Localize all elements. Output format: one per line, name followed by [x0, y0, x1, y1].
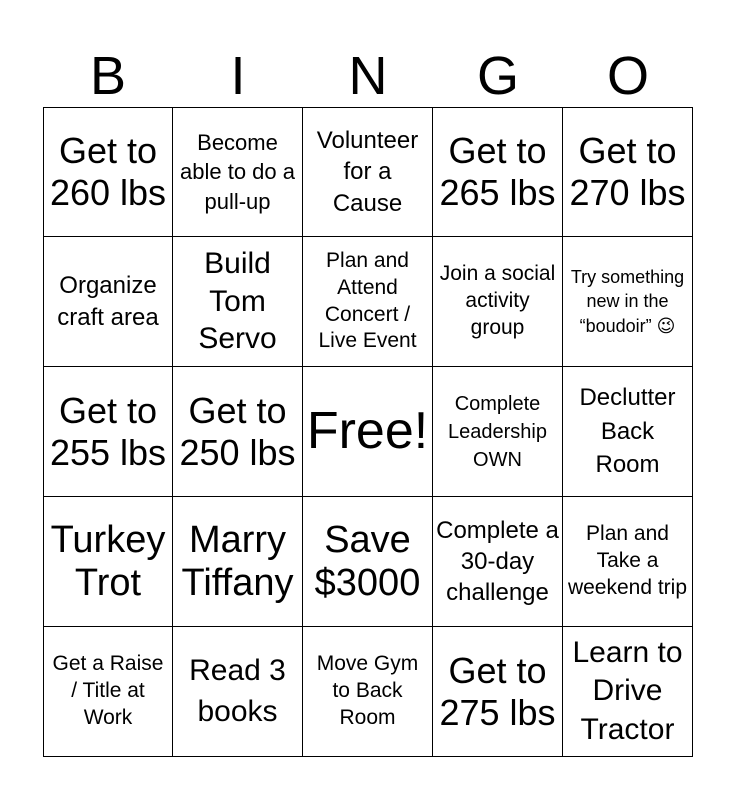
- bingo-cell[interactable]: [433, 497, 563, 627]
- bingo-cell[interactable]: [43, 237, 173, 367]
- bingo-cell[interactable]: [173, 497, 303, 627]
- bingo-board: [43, 107, 693, 757]
- cell-label: Get to 275 lbs: [439, 649, 556, 733]
- bingo-cell[interactable]: [563, 107, 693, 237]
- cell-label: Move Gym to Back Room: [316, 652, 419, 729]
- cell-label: Join a social activity group: [439, 262, 556, 339]
- cell-label: Plan and Take a weekend trip: [567, 522, 688, 599]
- cell-label: Get to 250 lbs: [179, 389, 296, 473]
- bingo-header: [43, 44, 693, 108]
- cell-label: Read 3 books: [189, 654, 286, 728]
- cell-label: Learn to Drive Tractor: [572, 635, 683, 746]
- bingo-cell[interactable]: [433, 237, 563, 367]
- bingo-cell[interactable]: [43, 497, 173, 627]
- cell-label: Turkey Trot: [50, 518, 166, 604]
- cell-label: Get to 265 lbs: [439, 130, 556, 213]
- cell-label: Organize craft area: [57, 272, 159, 331]
- cell-label: Get to 260 lbs: [49, 130, 167, 213]
- bingo-cell[interactable]: [563, 367, 693, 497]
- bingo-cell[interactable]: [43, 627, 173, 757]
- bingo-cell[interactable]: [303, 497, 433, 627]
- bingo-cell[interactable]: [303, 107, 433, 237]
- cell-label: Try something new in the “boudoir” 😉: [570, 266, 685, 336]
- free-space[interactable]: [303, 367, 433, 497]
- header-letter-b: B: [89, 46, 127, 106]
- cell-label: Build Tom Servo: [198, 247, 277, 356]
- bingo-cell[interactable]: [563, 497, 693, 627]
- cell-label: Become able to do a pull-up: [180, 130, 295, 214]
- header-letter-g: G: [476, 46, 519, 106]
- bingo-cell[interactable]: [563, 237, 693, 367]
- cell-label: Get to 270 lbs: [569, 130, 686, 213]
- free-space-label: Free!: [306, 402, 429, 461]
- header-letter-n: N: [348, 46, 388, 106]
- cell-label: Volunteer for a Cause: [316, 127, 419, 217]
- header-letter-i: I: [230, 46, 246, 106]
- bingo-cell[interactable]: [43, 367, 173, 497]
- bingo-cell[interactable]: [563, 627, 693, 757]
- cell-label: Declutter Back Room: [579, 384, 676, 479]
- cell-label: Get to 255 lbs: [49, 389, 167, 473]
- cell-label: Complete Leadership OWN: [448, 392, 547, 471]
- cell-label: Plan and Attend Concert / Live Event: [318, 248, 417, 353]
- cell-label: Save $3000: [314, 518, 421, 604]
- bingo-cell[interactable]: [303, 237, 433, 367]
- bingo-cell[interactable]: [173, 367, 303, 497]
- cell-label: Get a Raise / Title at Work: [52, 652, 164, 729]
- cell-label: Complete a 30-day challenge: [436, 516, 559, 607]
- bingo-cell[interactable]: [173, 237, 303, 367]
- header-letter-o: O: [606, 46, 649, 106]
- bingo-cell[interactable]: [43, 107, 173, 237]
- bingo-cell[interactable]: [303, 627, 433, 757]
- bingo-cell[interactable]: [433, 367, 563, 497]
- cell-label: Marry Tiffany: [181, 518, 294, 604]
- bingo-cell[interactable]: [433, 627, 563, 757]
- bingo-cell[interactable]: [173, 107, 303, 237]
- bingo-cell[interactable]: [173, 627, 303, 757]
- bingo-cell[interactable]: [433, 107, 563, 237]
